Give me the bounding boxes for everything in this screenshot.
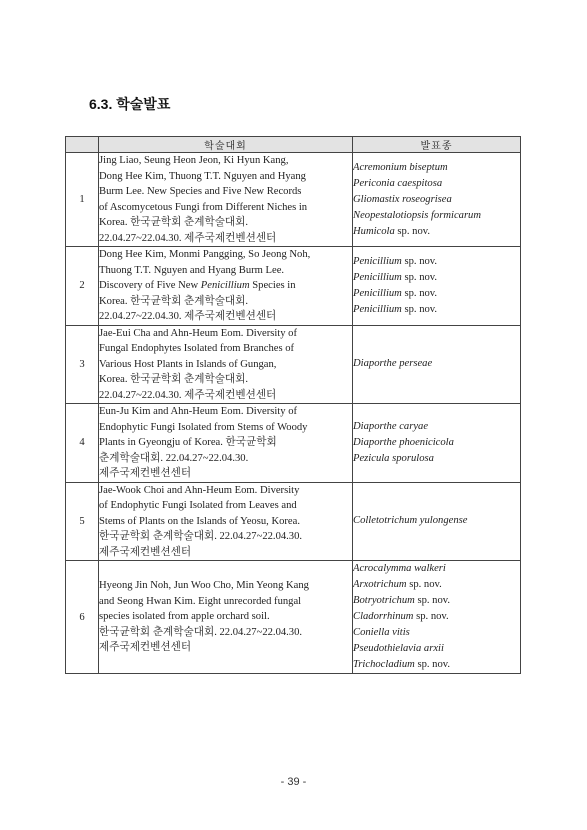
description-line: Jae-Wook Choi and Ahn-Heum Eom. Diversity — [99, 484, 300, 496]
species-item: Botryotrichum sp. nov. — [353, 595, 451, 606]
presentation-description — [99, 561, 353, 674]
description-line: of Ascomycetous Fungi from Different Niches in — [99, 201, 308, 213]
row-number: 2 — [66, 247, 99, 326]
section-title: 6.3. 학술발표 — [89, 96, 171, 112]
row-number: 3 — [66, 325, 99, 404]
description-line: Thuong T.T. Nguyen and Hyang Burm Lee. — [99, 264, 285, 276]
species-list — [353, 325, 521, 404]
page-number: - 39 - — [280, 776, 307, 788]
description-line: Eun-Ju Kim and Ahn-Heum Eom. Diversity of — [99, 406, 298, 417]
species-item: Humicola sp. nov. — [353, 225, 430, 237]
header-conference: 학술대회 — [99, 137, 353, 153]
species-list — [353, 561, 521, 674]
description-line: 제주국제컨벤션센터 — [99, 468, 192, 479]
description-line: 춘계학술대회. 22.04.27~22.04.30. — [99, 452, 249, 464]
species-list — [353, 482, 521, 561]
description-line: 22.04.27~22.04.30. 제주국제컨벤션센터 — [99, 389, 277, 401]
description-line: 한국균학회 춘계학술대회. 22.04.27~22.04.30. — [99, 626, 303, 638]
species-item: Diaporthe phoenicicola — [353, 436, 454, 448]
description-line: Hyeong Jin Noh, Jun Woo Cho, Min Yeong Kang — [99, 580, 309, 592]
description-line: Plants in Gyeongju of Korea. 한국균학회 — [99, 437, 277, 448]
description-line: Korea. 한국균학회 춘계학술대회. — [99, 374, 249, 385]
description-line: Dong Hee Kim, Monmi Pangging, So Jeong Noh, — [99, 249, 311, 260]
description-line: and Seong Hwan Kim. Eight unrecorded fungal — [99, 595, 302, 607]
description-line: 22.04.27~22.04.30. 제주국제컨벤션센터 — [99, 311, 277, 322]
table-row — [66, 404, 521, 483]
description-line: 한국균학회 춘계학술대회. 22.04.27~22.04.30. — [99, 531, 303, 542]
description-line: Discovery of Five New Penicillium Species in — [99, 280, 296, 291]
header-species: 발표종 — [353, 137, 521, 153]
presentation-description — [99, 482, 353, 561]
presentation-description — [99, 153, 353, 247]
row-number: 5 — [66, 482, 99, 561]
presentation-description — [99, 247, 353, 326]
species-item: Pezicula sporulosa — [353, 452, 434, 464]
presentations-table — [65, 136, 521, 674]
row-number: 6 — [66, 561, 99, 674]
table-row — [66, 482, 521, 561]
species-list — [353, 247, 521, 326]
description-line: Dong Hee Kim, Thuong T.T. Nguyen and Hyang — [99, 170, 306, 182]
species-item: Diaporthe perseae — [353, 358, 433, 370]
species-list — [353, 404, 521, 483]
species-item: Penicillium sp. nov. — [353, 303, 438, 315]
species-item: Penicillium sp. nov. — [353, 255, 438, 267]
species-item: Diaporthe caryae — [353, 420, 429, 432]
species-item: Cladorrhinum sp. nov. — [353, 611, 449, 622]
species-item: Colletotrichum yulongense — [353, 515, 468, 527]
table-row — [66, 247, 521, 326]
description-line: Endophytic Fungi Isolated from Stems of Woody — [99, 421, 308, 433]
description-line: Burm Lee. New Species and Five New Records — [99, 186, 302, 197]
description-line: Korea. 한국균학회 춘계학술대회. — [99, 217, 249, 228]
description-line: Jae-Eui Cha and Ahn-Heum Eom. Diversity of — [99, 327, 298, 339]
species-item: Gliomastix roseogrisea — [353, 193, 452, 205]
table-row — [66, 561, 521, 674]
presentation-description — [99, 325, 353, 404]
species-item: Coniella vitis — [353, 627, 410, 638]
description-line: Jing Liao, Seung Heon Jeon, Ki Hyun Kang, — [99, 155, 289, 166]
description-line: 제주국제컨벤션센터 — [99, 642, 192, 654]
description-line: Korea. 한국균학회 춘계학술대회. — [99, 295, 249, 307]
presentation-description — [99, 404, 353, 483]
description-line: Various Host Plants in Islands of Gungan, — [99, 358, 277, 370]
species-item: Acrocalymma walkeri — [353, 563, 446, 574]
species-item: Pseudothielavia arxii — [353, 643, 444, 654]
table-row — [66, 153, 521, 247]
description-line: 제주국제컨벤션센터 — [99, 546, 192, 558]
table-header-row — [66, 137, 521, 153]
species-item: Arxotrichum sp. nov. — [353, 579, 442, 590]
species-item: Neopestalotiopsis formicarum — [353, 209, 482, 221]
species-list — [353, 153, 521, 247]
row-number: 4 — [66, 404, 99, 483]
species-item: Acremonium biseptum — [353, 161, 448, 173]
description-line: Stems of Plants on the Islands of Yeosu, Korea. — [99, 515, 300, 527]
description-line: 22.04.27~22.04.30. 제주국제컨벤션센터 — [99, 232, 277, 244]
table-row — [66, 325, 521, 404]
species-item: Trichocladium sp. nov. — [353, 659, 451, 670]
row-number: 1 — [66, 153, 99, 247]
species-item: Penicillium sp. nov. — [353, 287, 438, 299]
description-line: of Endophytic Fungi Isolated from Leaves and — [99, 500, 297, 511]
header-number — [66, 137, 99, 153]
description-line: species isolated from apple orchard soil. — [99, 611, 270, 623]
description-line: Fungal Endophytes Isolated from Branches of — [99, 343, 295, 354]
species-item: Penicillium sp. nov. — [353, 271, 438, 283]
species-item: Periconia caespitosa — [353, 177, 443, 189]
